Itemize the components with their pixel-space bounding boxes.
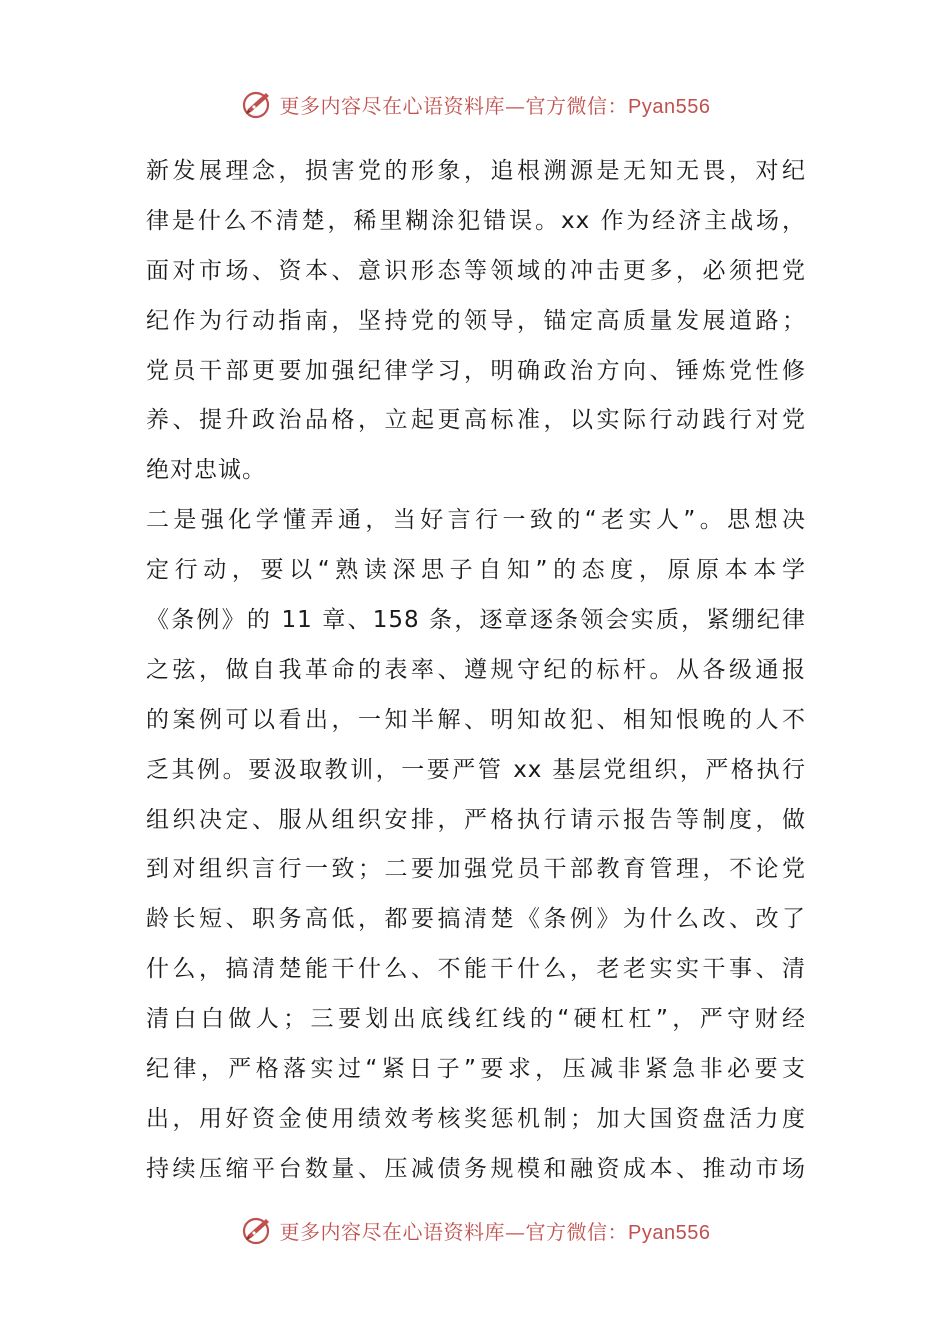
document-body bbox=[146, 147, 806, 1195]
text-line: 什么，搞清楚能干什么、不能干什么，老老实实干事、清 bbox=[146, 956, 806, 983]
text-line: 乏其例。要汲取教训，一要严管 xx 基层党组织，严格执行 bbox=[146, 756, 806, 783]
text-line: 纪律，严格落实过“紧日子”要求，压减非紧急非必要支 bbox=[146, 1056, 806, 1083]
text-line: 组织决定、服从组织安排，严格执行请示报告等制度，做 bbox=[146, 806, 806, 833]
text-line: 纪作为行动指南，坚持党的领导，锚定高质量发展道路； bbox=[146, 307, 806, 334]
text-line: 的案例可以看出，一知半解、明知故犯、相知恨晚的人不 bbox=[146, 706, 806, 733]
text-line: 党员干部更要加强纪律学习，明确政治方向、锤炼党性修 bbox=[146, 357, 806, 384]
text-line: 二是强化学懂弄通，当好言行一致的“老实人”。思想决 bbox=[146, 507, 806, 534]
text-line: 律是什么不清楚，稀里糊涂犯错误。xx 作为经济主战场， bbox=[146, 207, 806, 234]
footer-wechat-id: Pyan556 bbox=[628, 1221, 711, 1244]
text-line: 定行动，要以“熟读深思子自知”的态度，原原本本学 bbox=[146, 557, 806, 584]
text-line: 养、提升政治品格，立起更高标准，以实际行动践行对党 bbox=[146, 407, 806, 434]
text-line: 出，用好资金使用绩效考核奖惩机制；加大国资盘活力度 bbox=[146, 1105, 806, 1132]
pen-nib-logo-icon bbox=[240, 1213, 274, 1247]
footer-banner bbox=[0, 1210, 950, 1250]
text-line: 清白白做人；三要划出底线红线的“硬杠杠”，严守财经 bbox=[146, 1006, 806, 1033]
text-line: 龄长短、职务高低，都要搞清楚《条例》为什么改、改了 bbox=[146, 906, 806, 933]
text-line: 持续压缩平台数量、压减债务规模和融资成本、推动市场 bbox=[146, 1155, 806, 1182]
text-line: 绝对忠诚。 bbox=[146, 457, 266, 484]
pen-nib-logo-icon bbox=[240, 87, 274, 121]
header-banner-text: 更多内容尽在心语资料库—官方微信：Pyan556 bbox=[279, 93, 711, 118]
text-line: 到对组织言行一致；二要加强党员干部教育管理，不论党 bbox=[146, 856, 806, 883]
header-wechat-id: Pyan556 bbox=[628, 95, 711, 118]
text-line: 新发展理念，损害党的形象，追根溯源是无知无畏，对纪 bbox=[146, 158, 806, 184]
text-line: 《条例》的 11 章、158 条，逐章逐条领会实质，紧绷纪律 bbox=[146, 607, 806, 634]
header-banner bbox=[0, 84, 950, 124]
text-line: 之弦，做自我革命的表率、遵规守纪的标杆。从各级通报 bbox=[146, 656, 806, 683]
footer-banner-text: 更多内容尽在心语资料库—官方微信：Pyan556 bbox=[279, 1219, 711, 1244]
text-line: 面对市场、资本、意识形态等领域的冲击更多，必须把党 bbox=[146, 257, 806, 284]
